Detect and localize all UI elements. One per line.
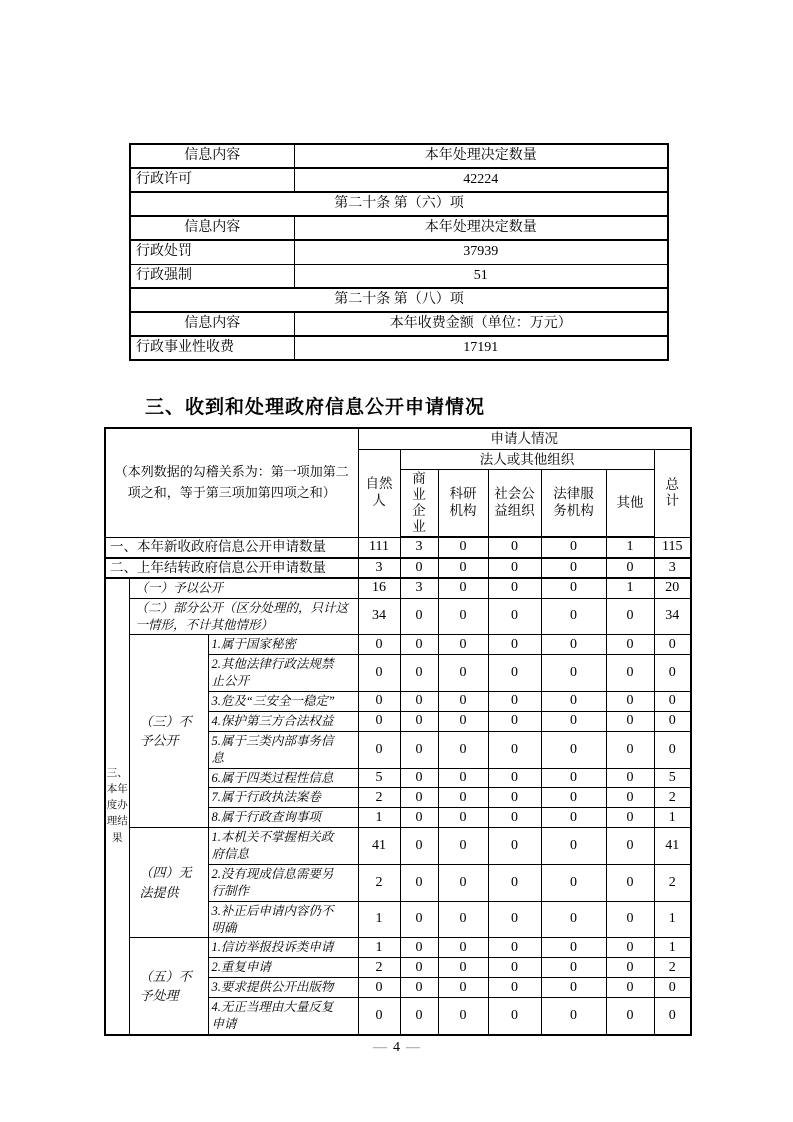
row-label: （二）部分公开（区分处理的，只计这一情形，不计其他情形）: [129, 598, 358, 635]
value-cell: 0: [438, 808, 488, 828]
table-row: [105, 635, 691, 655]
section-heading: 三、收到和处理政府信息公开申请情况: [145, 397, 486, 418]
value-cell: 0: [488, 692, 541, 712]
row-label: 行政事业性收费: [130, 336, 294, 360]
value-cell: 0: [541, 578, 606, 598]
column-header: 本年处理决定数量: [294, 216, 668, 240]
table-row: [130, 264, 668, 288]
value-cell: 0: [400, 864, 438, 901]
section-title: 第二十条 第（六）项: [130, 192, 668, 216]
value-cell: 0: [438, 578, 488, 598]
value-cell: 0: [400, 958, 438, 978]
value-cell: 0: [400, 808, 438, 828]
value-cell: 2: [358, 864, 400, 901]
value-cell: 0: [541, 978, 606, 998]
value-cell: 0: [654, 978, 691, 998]
column-header-public-welfare: 社会公益组织: [488, 470, 541, 538]
value-cell: 2: [654, 864, 691, 901]
value-cell: 0: [488, 864, 541, 901]
result-section-label: 三、本年度办理结果: [105, 578, 129, 1035]
value-cell: 0: [400, 901, 438, 938]
value-cell: 111: [358, 537, 400, 557]
value-cell: 0: [606, 788, 654, 808]
column-header-natural-person: 自然人: [358, 449, 400, 537]
value-cell: 0: [438, 598, 488, 635]
row-label: 2.重复申请: [208, 958, 358, 978]
column-header-total: 总计: [654, 449, 691, 537]
column-header-legal-org: 法人或其他组织: [400, 449, 654, 470]
value-cell: 0: [438, 998, 488, 1035]
value-cell: 0: [400, 655, 438, 692]
table-header-row: [105, 428, 691, 449]
value-cell: 0: [541, 864, 606, 901]
value-cell: 51: [294, 264, 668, 288]
table-row: [105, 828, 691, 865]
table-row: [105, 578, 691, 598]
value-cell: 0: [400, 558, 438, 578]
row-label: 3.危及“三安全一稳定”: [208, 692, 358, 712]
value-cell: 0: [606, 828, 654, 865]
group-label: （三）不予公开: [129, 635, 208, 828]
value-cell: 0: [400, 692, 438, 712]
value-cell: 0: [541, 558, 606, 578]
value-cell: 0: [606, 768, 654, 788]
value-cell: 0: [438, 692, 488, 712]
value-cell: 0: [654, 731, 691, 768]
value-cell: 0: [541, 808, 606, 828]
value-cell: 0: [438, 537, 488, 557]
value-cell: 0: [654, 711, 691, 731]
value-cell: 0: [438, 828, 488, 865]
value-cell: 0: [541, 655, 606, 692]
value-cell: 0: [488, 558, 541, 578]
value-cell: 0: [400, 828, 438, 865]
value-cell: 0: [488, 978, 541, 998]
value-cell: 34: [654, 598, 691, 635]
row-label: 2.其他法律行政法规禁止公开: [208, 655, 358, 692]
row-label: 1.信访举报投诉类申请: [208, 938, 358, 958]
value-cell: 0: [541, 768, 606, 788]
value-cell: 2: [358, 958, 400, 978]
value-cell: 34: [358, 598, 400, 635]
decision-count-table: [129, 143, 669, 361]
group-label: （四）无法提供: [129, 828, 208, 938]
value-cell: 1: [358, 901, 400, 938]
value-cell: 0: [606, 901, 654, 938]
value-cell: 0: [606, 864, 654, 901]
column-header: 信息内容: [130, 216, 294, 240]
value-cell: 3: [400, 537, 438, 557]
value-cell: 3: [358, 558, 400, 578]
table-row: [130, 144, 668, 168]
section-title: 第二十条 第（八）项: [130, 288, 668, 312]
row-label: 行政许可: [130, 168, 294, 192]
column-header: 信息内容: [130, 312, 294, 336]
column-header-other: 其他: [606, 470, 654, 538]
value-cell: 20: [654, 578, 691, 598]
value-cell: 0: [488, 655, 541, 692]
value-cell: 0: [606, 692, 654, 712]
value-cell: 0: [358, 998, 400, 1035]
value-cell: 0: [438, 711, 488, 731]
value-cell: 1: [654, 938, 691, 958]
value-cell: 0: [400, 635, 438, 655]
value-cell: 0: [606, 558, 654, 578]
value-cell: 0: [438, 731, 488, 768]
value-cell: 0: [654, 998, 691, 1035]
table-row: [130, 336, 668, 360]
value-cell: 0: [541, 537, 606, 557]
value-cell: 0: [400, 978, 438, 998]
value-cell: 0: [358, 978, 400, 998]
group-label: （五）不予处理: [129, 938, 208, 1035]
value-cell: 0: [541, 788, 606, 808]
value-cell: 0: [438, 558, 488, 578]
column-header-research: 科研机构: [438, 470, 488, 538]
value-cell: 0: [400, 711, 438, 731]
value-cell: 0: [606, 598, 654, 635]
value-cell: 0: [488, 901, 541, 938]
value-cell: 0: [606, 978, 654, 998]
value-cell: 2: [654, 958, 691, 978]
value-cell: 0: [438, 864, 488, 901]
value-cell: 0: [438, 978, 488, 998]
value-cell: 1: [358, 938, 400, 958]
value-cell: 0: [488, 958, 541, 978]
value-cell: 0: [541, 828, 606, 865]
value-cell: 37939: [294, 240, 668, 264]
value-cell: 0: [400, 731, 438, 768]
value-cell: 0: [488, 998, 541, 1035]
value-cell: 0: [541, 958, 606, 978]
value-cell: 0: [541, 711, 606, 731]
table-row: [105, 598, 691, 635]
value-cell: 0: [358, 635, 400, 655]
row-label: 2.没有现成信息需要另行制作: [208, 864, 358, 901]
footer-dash: —: [373, 1040, 387, 1055]
reconciliation-note: （本列数据的勾稽关系为：第一项加第二项之和，等于第三项加第四项之和）: [105, 428, 358, 537]
value-cell: 0: [488, 598, 541, 635]
row-label: 1.属于国家秘密: [208, 635, 358, 655]
value-cell: 1: [606, 537, 654, 557]
value-cell: 115: [654, 537, 691, 557]
value-cell: 0: [438, 938, 488, 958]
value-cell: 0: [488, 578, 541, 598]
row-label: 7.属于行政执法案卷: [208, 788, 358, 808]
value-cell: 41: [358, 828, 400, 865]
value-cell: 0: [606, 711, 654, 731]
row-label: 3.要求提供公开出版物: [208, 978, 358, 998]
value-cell: 0: [541, 901, 606, 938]
value-cell: 0: [438, 635, 488, 655]
footer-dash: —: [406, 1040, 420, 1055]
value-cell: 0: [606, 731, 654, 768]
table-row: [130, 168, 668, 192]
row-label: 8.属于行政查询事项: [208, 808, 358, 828]
value-cell: 5: [358, 768, 400, 788]
table-section-title: [130, 288, 668, 312]
value-cell: 3: [400, 578, 438, 598]
table-section-title: [130, 192, 668, 216]
value-cell: 0: [488, 828, 541, 865]
value-cell: 0: [488, 938, 541, 958]
value-cell: 0: [438, 655, 488, 692]
value-cell: 16: [358, 578, 400, 598]
row-label: 6.属于四类过程性信息: [208, 768, 358, 788]
table-row: [105, 558, 691, 578]
value-cell: 0: [654, 692, 691, 712]
column-header: 本年收费金额（单位：万元）: [294, 312, 668, 336]
value-cell: 0: [400, 998, 438, 1035]
value-cell: 0: [358, 731, 400, 768]
value-cell: 2: [358, 788, 400, 808]
value-cell: 0: [654, 655, 691, 692]
value-cell: 41: [654, 828, 691, 865]
row-label: （一）予以公开: [129, 578, 358, 598]
value-cell: 0: [438, 768, 488, 788]
page-number: 4: [393, 1040, 400, 1055]
value-cell: 0: [541, 938, 606, 958]
row-label: 1.本机关不掌握相关政府信息: [208, 828, 358, 865]
value-cell: 0: [488, 537, 541, 557]
value-cell: 0: [606, 998, 654, 1035]
value-cell: 1: [358, 808, 400, 828]
value-cell: 0: [541, 598, 606, 635]
table-row: [105, 537, 691, 557]
value-cell: 0: [606, 958, 654, 978]
value-cell: 0: [654, 635, 691, 655]
value-cell: 0: [400, 938, 438, 958]
value-cell: 0: [400, 768, 438, 788]
value-cell: 0: [488, 731, 541, 768]
value-cell: 0: [606, 635, 654, 655]
value-cell: 0: [488, 711, 541, 731]
column-header-commercial: 商业企业: [400, 470, 438, 538]
value-cell: 0: [400, 788, 438, 808]
value-cell: 0: [488, 768, 541, 788]
row-label: 5.属于三类内部事务信息: [208, 731, 358, 768]
row-label: 一、本年新收政府信息公开申请数量: [105, 537, 358, 557]
value-cell: 1: [654, 808, 691, 828]
value-cell: 1: [606, 578, 654, 598]
row-label: 行政处罚: [130, 240, 294, 264]
value-cell: 1: [654, 901, 691, 938]
value-cell: 5: [654, 768, 691, 788]
value-cell: 0: [606, 808, 654, 828]
value-cell: 0: [488, 635, 541, 655]
value-cell: 0: [606, 655, 654, 692]
value-cell: 0: [488, 788, 541, 808]
table-row: [130, 240, 668, 264]
value-cell: 0: [358, 655, 400, 692]
value-cell: 17191: [294, 336, 668, 360]
column-header: 本年处理决定数量: [294, 144, 668, 168]
table-row: [105, 938, 691, 958]
value-cell: 0: [541, 692, 606, 712]
row-label: 4.保护第三方合法权益: [208, 711, 358, 731]
row-label: 3.补正后申请内容仍不明确: [208, 901, 358, 938]
row-label: 二、上年结转政府信息公开申请数量: [105, 558, 358, 578]
value-cell: 0: [541, 731, 606, 768]
column-header: 信息内容: [130, 144, 294, 168]
row-label: 4.无正当理由大量反复申请: [208, 998, 358, 1035]
page-footer: [0, 1040, 793, 1056]
value-cell: 3: [654, 558, 691, 578]
table-row: [130, 216, 668, 240]
column-header-legal-service: 法律服务机构: [541, 470, 606, 538]
value-cell: 0: [488, 808, 541, 828]
value-cell: 0: [358, 711, 400, 731]
value-cell: 2: [654, 788, 691, 808]
value-cell: 42224: [294, 168, 668, 192]
table-row: [130, 312, 668, 336]
value-cell: 0: [438, 958, 488, 978]
column-header-applicant-status: 申请人情况: [358, 428, 691, 449]
value-cell: 0: [400, 598, 438, 635]
applications-table: [104, 427, 692, 1036]
value-cell: 0: [438, 788, 488, 808]
value-cell: 0: [438, 901, 488, 938]
value-cell: 0: [541, 998, 606, 1035]
row-label: 行政强制: [130, 264, 294, 288]
value-cell: 0: [541, 635, 606, 655]
value-cell: 0: [358, 692, 400, 712]
value-cell: 0: [606, 938, 654, 958]
